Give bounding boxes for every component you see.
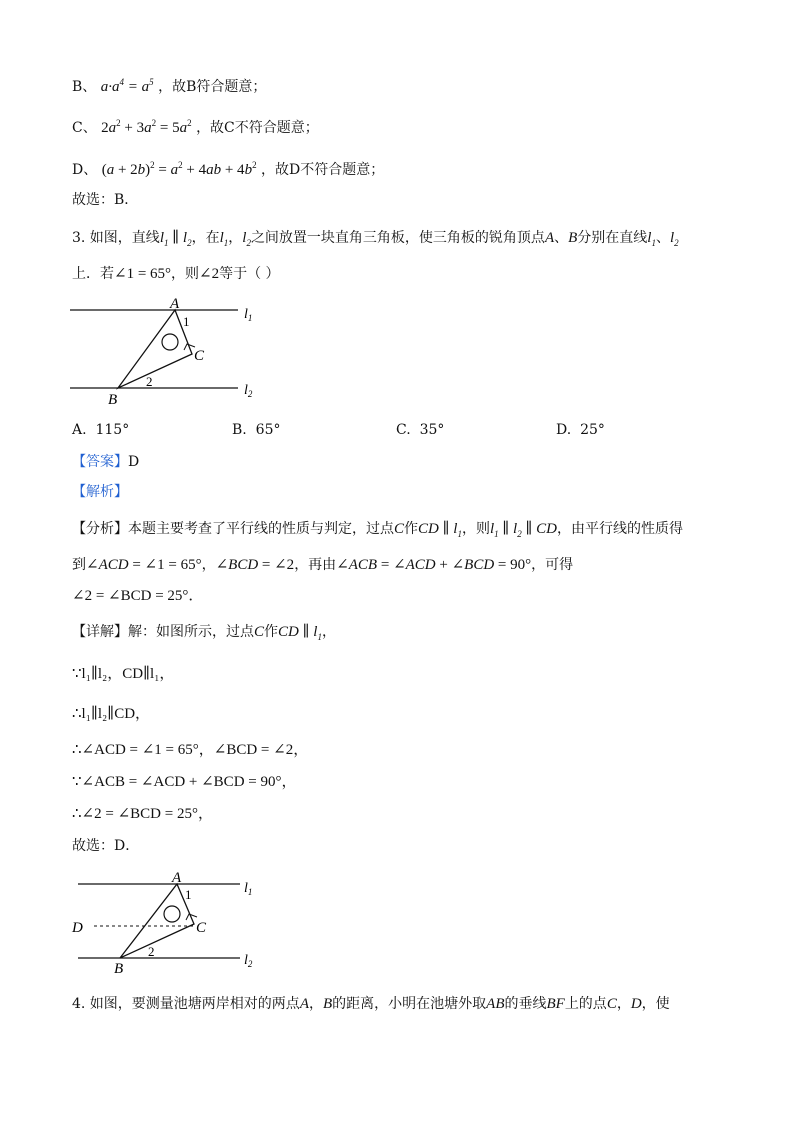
option-c: C. 35° <box>396 422 445 438</box>
final-choice: 故选：D． <box>72 838 140 854</box>
label-l1: $l_1$ <box>244 881 253 897</box>
question-4-stem: 4. 如图，要测量池塘两岸相对的两点A，B的距离，小明在池塘外取AB的垂线BF上的点C，D，使 <box>72 996 670 1012</box>
triangle <box>120 884 194 958</box>
analysis-heading: 【解析】 <box>72 484 128 500</box>
label-l1: $l_1$ <box>244 307 253 323</box>
option-d: D. 25° <box>556 422 605 438</box>
step-2: ∴l₁∥l₂∥CD， <box>72 706 151 722</box>
step-3: ∴∠ACD = ∠1 = 65°，∠BCD = ∠2， <box>72 742 309 758</box>
solution-figure <box>64 866 284 978</box>
question-3-stem: 3. 如图，直线$l_1$ ∥ $l_2$，在$l_1$，$l_2$之间放置一块直角三角板，使三角板的锐角顶点A、B分别在直线$l_1$、$l_2$ <box>72 230 679 248</box>
label-C: C <box>194 348 205 364</box>
option-c-explanation: C、 $2a^2 + 3a^2 = 5a^2$ ，故C不符合题意； <box>72 118 319 136</box>
option-d-explanation: D、 $(a + 2b)^2 = a^2 + 4ab + 4b^2$ ，故D不符合题意； <box>72 160 385 178</box>
angle-2-label: 2 <box>146 374 153 389</box>
fenxi-line-1: 【分析】本题主要考查了平行线的性质与判定，过点C作CD ∥ $l_1$，则$l_1$ ∥ $l_2$ ∥ CD，由平行线的性质得 <box>72 521 684 539</box>
label-l2: $l_2$ <box>244 953 253 969</box>
fenxi-line-2: 到∠ACD = ∠1 = 65°，∠BCD = ∠2，再由∠ACB = ∠ACD + ∠BCD = 90°，可得 <box>72 557 574 573</box>
label-l2: $l_2$ <box>244 383 253 399</box>
question-3-stem-2: 上．若∠1 = 65°，则∠2等于（ ） <box>72 266 280 282</box>
label-A: A <box>170 296 180 312</box>
angle-1-label: 1 <box>183 314 190 329</box>
option-b: B. 65° <box>232 422 281 438</box>
option-b-explanation: B、 $a\cdot a^4 = a^5$ ，故B符合题意； <box>72 77 267 95</box>
angle-2-label: 2 <box>148 944 155 959</box>
label-B: B <box>108 392 118 408</box>
option-a: A. 115° <box>72 422 130 438</box>
triangle-hole <box>162 334 178 350</box>
step-1: ∵l₁∥l₂，CD∥l₁， <box>72 666 175 682</box>
triangle <box>118 310 192 388</box>
question-3-figure <box>60 292 280 412</box>
detail-line-1: 【详解】解：如图所示，过点C作CD ∥ $l_1$， <box>72 624 336 642</box>
previous-choice: 故选：B． <box>72 192 139 208</box>
answer: 【答案】D <box>72 454 140 470</box>
step-5: ∴∠2 = ∠BCD = 25°， <box>72 806 213 822</box>
step-4: ∵∠ACB = ∠ACD + ∠BCD = 90°， <box>72 774 297 790</box>
label-D: D <box>72 920 83 936</box>
angle-1-label: 1 <box>185 887 192 902</box>
label-A: A <box>172 870 182 886</box>
label-C: C <box>196 920 207 936</box>
fenxi-line-3: ∠2 = ∠BCD = 25°． <box>72 588 204 604</box>
label-B: B <box>114 961 124 977</box>
triangle-hole <box>164 906 180 922</box>
